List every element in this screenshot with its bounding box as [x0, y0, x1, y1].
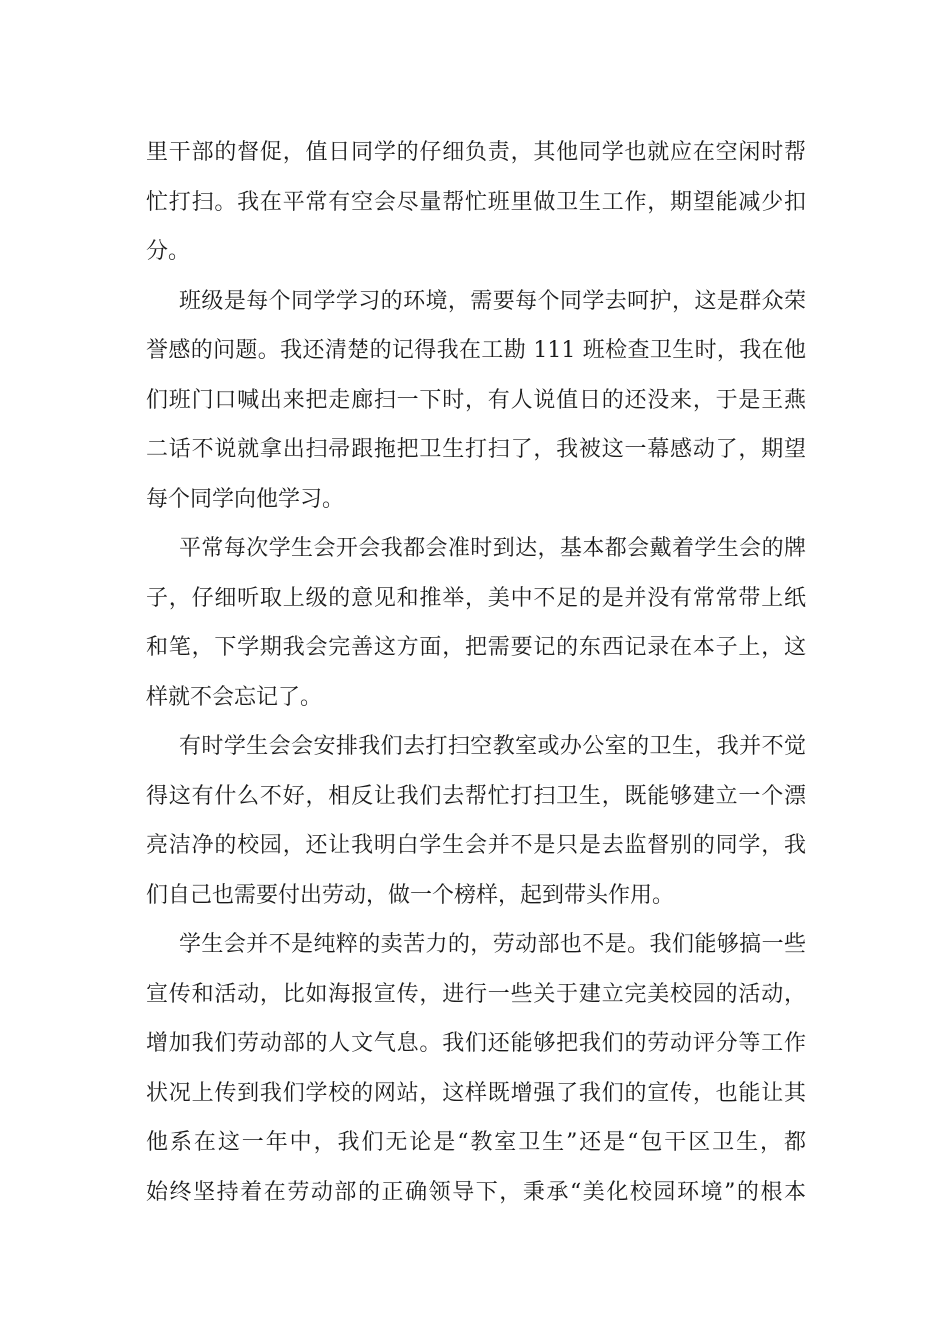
text-line: 每个同学向他学习。 — [146, 486, 345, 512]
text-line: 学生会并不是纯粹的卖苦力的，劳动部也不是。我们能够搞一些 — [179, 932, 806, 957]
text-line: 们自己也需要付出劳动，做一个榜样，起到带头作用。 — [146, 882, 675, 908]
text-line: 分。 — [146, 239, 191, 264]
text-line: 班级是每个同学学习的环境，需要每个同学去呵护，这是群众荣 — [179, 288, 806, 314]
text-line: 里干部的督促，值日同学的仔细负责，其他同学也就应在空闲时帮 — [146, 140, 806, 165]
text-line: 誉感的问题。我还清楚的记得我在工勘 111 班检查卫生时，我在他 — [146, 338, 806, 363]
text-line: 和笔，下学期我会完善这方面，把需要记的东西记录在本子上，这 — [146, 635, 806, 660]
text-line: 他系在这一年中，我们无论是“教室卫生”还是“包干区卫生，都 — [146, 1130, 806, 1155]
text-line: 们班门口喊出来把走廊扫一下时，有人说值日的还没来，于是王燕 — [146, 387, 806, 413]
text-line: 宣传和活动，比如海报宣传，进行一些关于建立完美校园的活动， — [146, 981, 806, 1007]
text-line: 亮洁净的校园，还让我明白学生会并不是只是去监督别的同学，我 — [146, 833, 806, 858]
text-line: 有时学生会会安排我们去打扫空教室或办公室的卫生，我并不觉 — [179, 734, 806, 759]
text-line: 得这有什么不好，相反让我们去帮忙打扫卫生，既能够建立一个漂 — [146, 783, 806, 809]
text-line: 增加我们劳动部的人文气息。我们还能够把我们的劳动评分等工作 — [146, 1031, 806, 1056]
text-line: 二话不说就拿出扫帚跟拖把卫生打扫了，我被这一幕感动了，期望 — [146, 437, 806, 462]
text-line: 状况上传到我们学校的网站，这样既增强了我们的宣传，也能让其 — [146, 1080, 806, 1106]
text-line: 样就不会忘记了。 — [146, 684, 323, 710]
body-text — [146, 128, 806, 1217]
text-line: 忙打扫。我在平常有空会尽量帮忙班里做卫生工作，期望能减少扣 — [146, 189, 806, 215]
text-line: 始终坚持着在劳动部的正确领导下，秉承“美化校园环境”的根本 — [146, 1179, 806, 1205]
text-line: 子，仔细听取上级的意见和推举，美中不足的是并没有常常带上纸 — [146, 585, 806, 611]
text-line: 平常每次学生会开会我都会准时到达，基本都会戴着学生会的牌 — [179, 536, 806, 561]
